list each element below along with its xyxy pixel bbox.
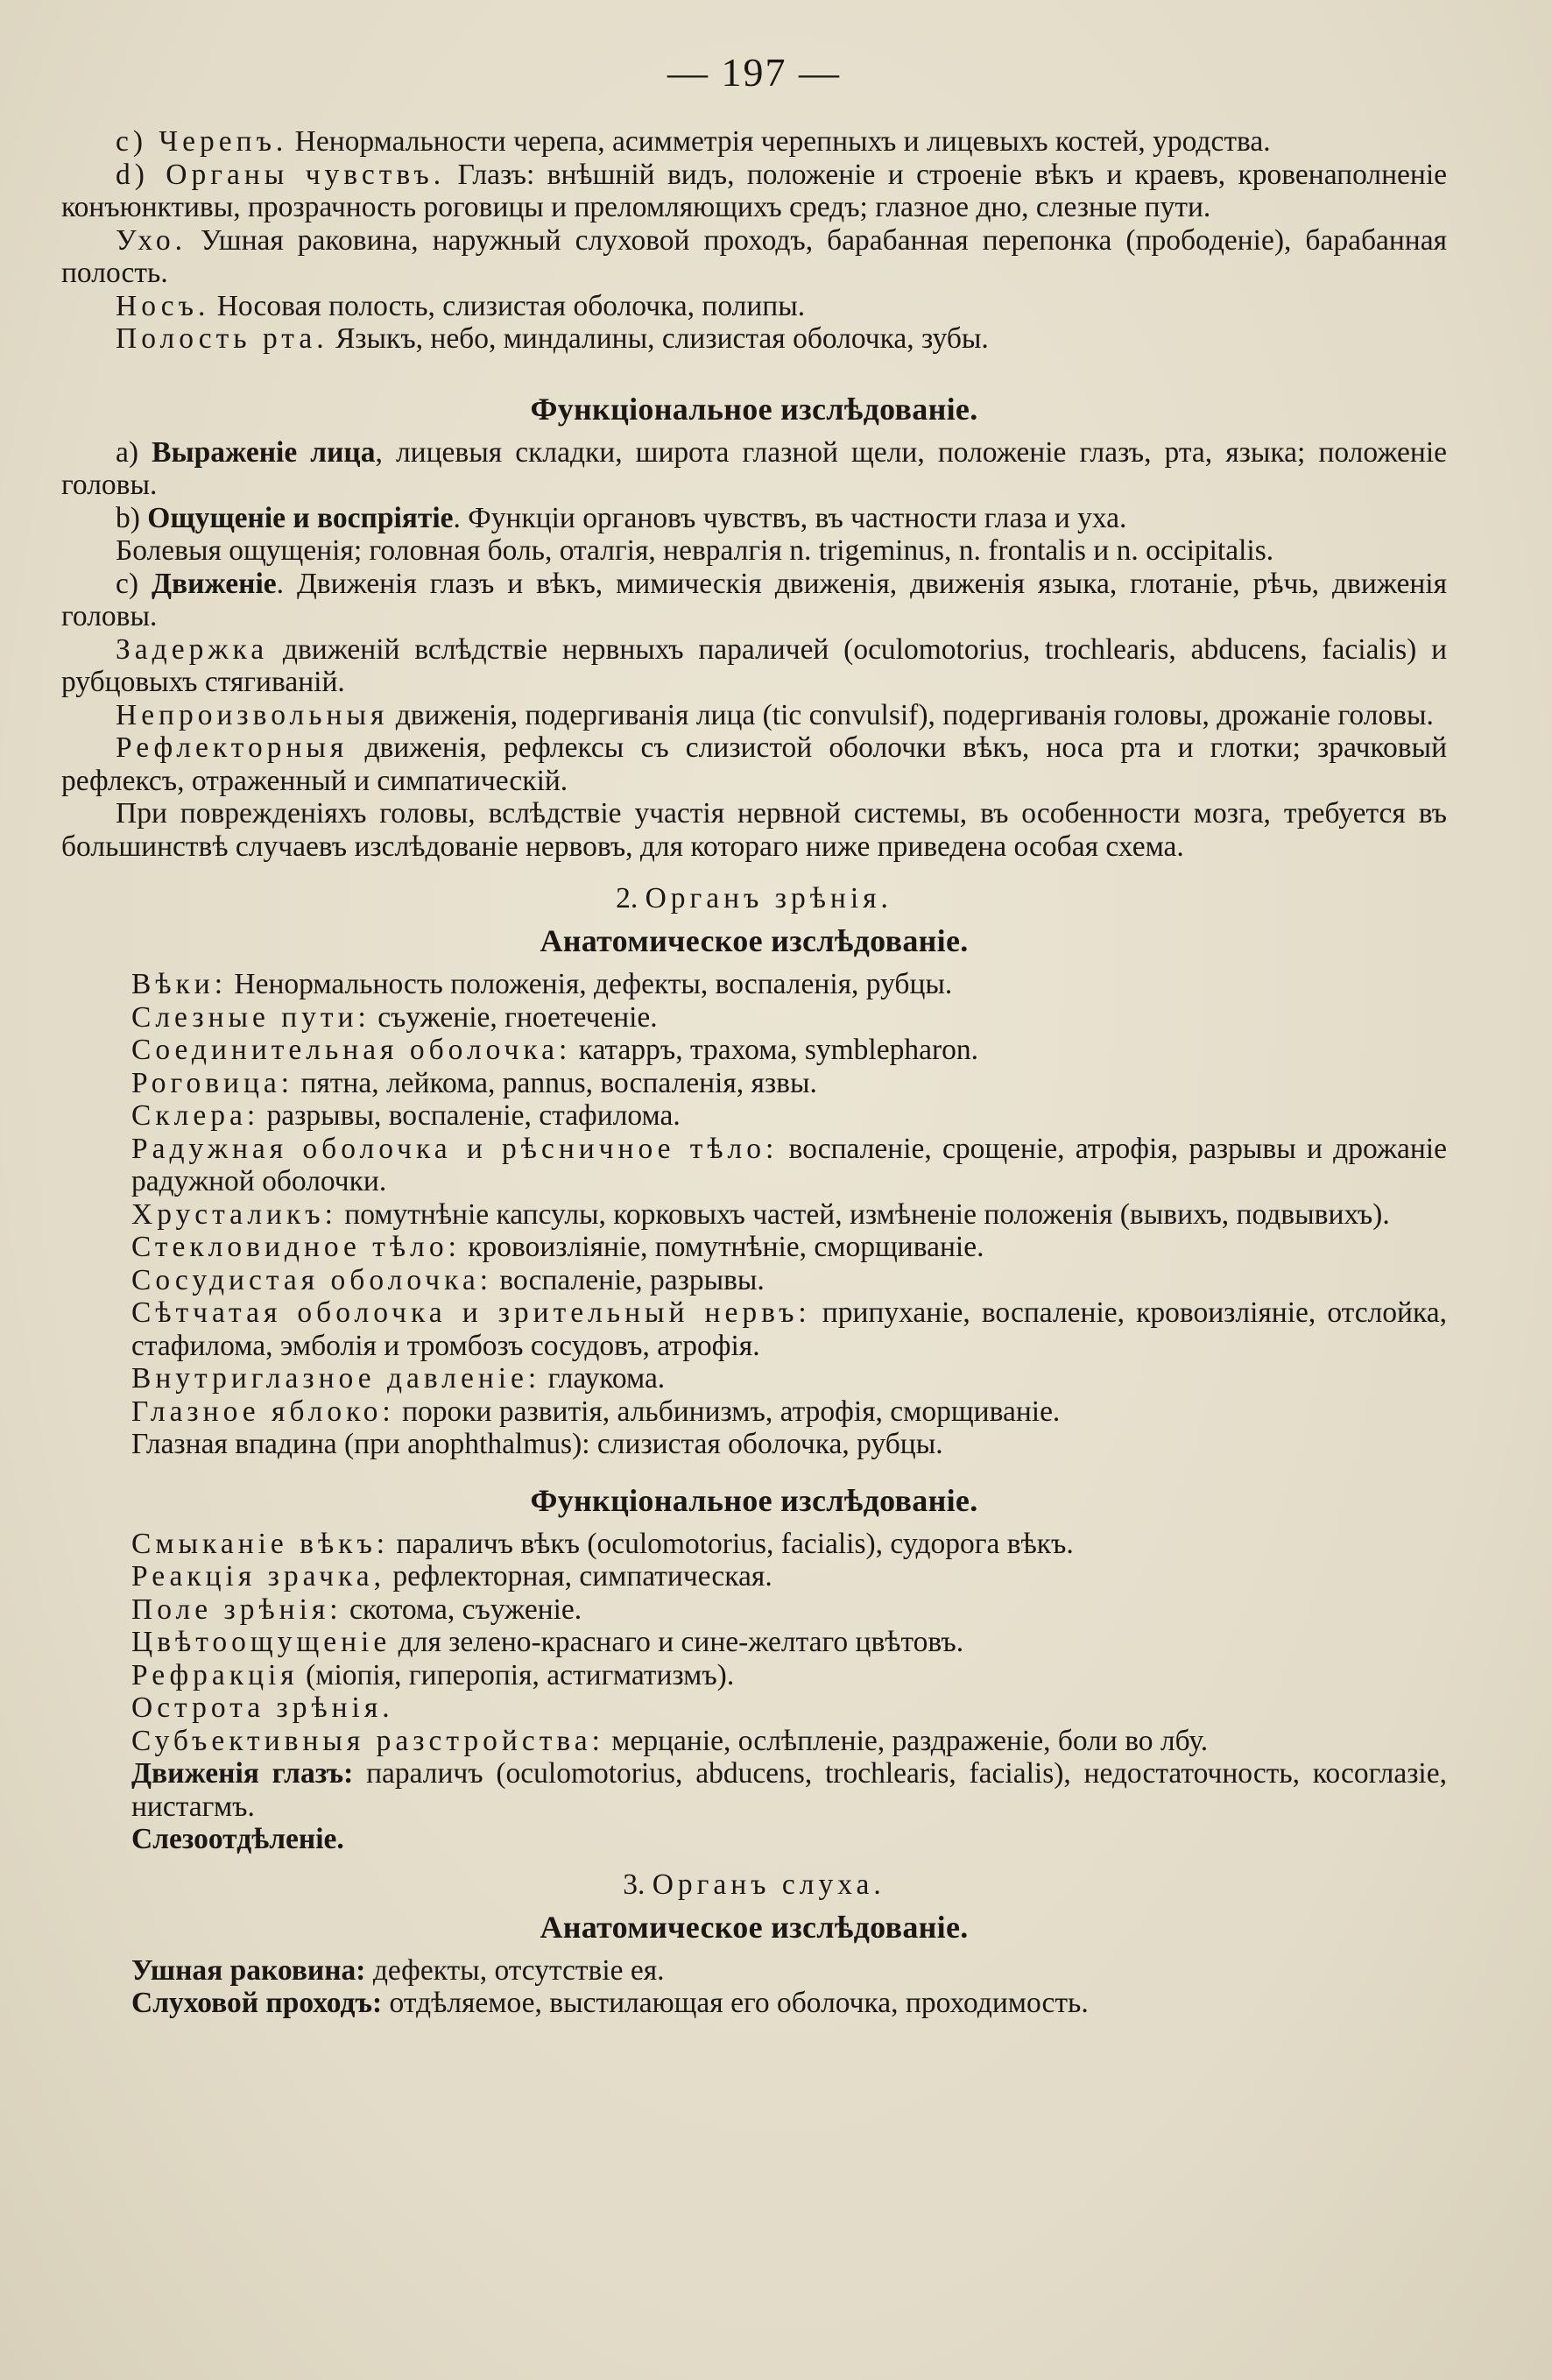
list-item: Сѣтчатая оболочка и зрительный нервъ: припуханіе, воспаленіе, кровоизліяніе, отслойка, стафилома, эмболія и тромбозъ сосудовъ, атрофія. <box>131 1296 1447 1362</box>
list-item: Слезоотдѣленіе. <box>131 1823 344 1855</box>
vision-anatomical-list <box>61 968 1447 1461</box>
intro-paragraph-senses: d) Органы чувствъ. Глазъ: внѣшній видъ, положеніе и строеніе вѣкъ и краевъ, кровенаполненіе конъюнктивы, прозрачность роговицы и преломляющихъ средъ; глазное дно, слезные пути. <box>61 158 1447 223</box>
list-item: Острота зрѣнія. <box>131 1691 394 1724</box>
list-item: Поле зрѣнія: скотома, съуженіе. <box>131 1593 582 1626</box>
section-heading-vision-anatomical: Анатомическое изслѣдованіе. <box>540 923 969 958</box>
func-paragraph-closing: При поврежденіяхъ головы, вслѣдствіе участія нервной системы, въ особенности мозга, требуется въ большинствѣ случаевъ изслѣдованіе нервовъ, для котораго ниже приведена особая схема. <box>61 797 1447 863</box>
func-paragraph-reflex: Рефлекторныя движенія, рефлексы съ слизистой оболочки вѣкъ, носа рта и глотки; зрачковый рефлексъ, отраженный и симпатическій. <box>61 731 1447 797</box>
func-paragraph-delay: Задержка движеній вслѣдствіе нервныхъ параличей (oculomotorius, trochlearis, abducens, facialis) и рубцовыхъ стягиваній. <box>61 632 1447 698</box>
section-title-vision: 2. Органъ зрѣнія. <box>616 882 892 915</box>
list-item: Соединительная оболочка: катарръ, трахома, symblepharon. <box>131 1034 978 1066</box>
functional-section <box>61 436 1447 864</box>
list-item: Внутриглазное давленіе: глаукома. <box>131 1362 666 1395</box>
intro-paragraph-ear: Ухо. Ушная раковина, наружный слуховой проходъ, барабанная перепонка (прободеніе), барабанная полость. <box>61 223 1447 289</box>
list-item: Рефракція (міопія, гиперопія, астигматизмъ). <box>131 1658 735 1691</box>
intro-section <box>61 125 1447 356</box>
func-paragraph-a: а) Выраженіе лица, лицевыя складки, широта глазной щели, положеніе глазъ, рта, языка; положеніе головы. <box>61 435 1447 501</box>
list-item: Смыканіе вѣкъ: параличъ вѣкъ (oculomotorius, facialis), судорога вѣкъ. <box>131 1527 1074 1560</box>
section-title-hearing: 3. Органъ слуха. <box>623 1868 885 1901</box>
intro-paragraph-nose: Носъ. Носовая полость, слизистая оболочка, полипы. <box>116 289 806 322</box>
list-item: Хрусталикъ: помутнѣніе капсулы, корковыхъ частей, измѣненіе положенія (вывихъ, подвывихъ). <box>131 1197 1390 1231</box>
section-heading-functional: Функціональное изслѣдованіе. <box>530 391 978 427</box>
list-item: Стекловидное тѣло: кровоизліяніе, помутнѣніе, сморщиваніе. <box>131 1231 984 1263</box>
list-item: Субъективныя разстройства: мерцаніе, ослѣпленіе, раздраженіе, боли во лбу. <box>131 1724 1209 1757</box>
list-item: Цвѣтоощущеніе для зелено-краснаго и сине-желтаго цвѣтовъ. <box>131 1626 964 1658</box>
list-item: Реакція зрачка, рефлекторная, симпатическая. <box>131 1560 772 1593</box>
list-item: Движенія глазъ: параличъ (oculomotorius, abducens, trochlearis, facialis), недостаточность, косоглазіе, нистагмъ. <box>131 1757 1447 1823</box>
section-heading-vision-functional: Функціональное изслѣдованіе. <box>530 1482 978 1518</box>
list-item: Роговица: пятна, лейкома, pannus, воспаленія, язвы. <box>131 1066 817 1099</box>
list-item: Глазная впадина (при anophthalmus): слизистая оболочка, рубцы. <box>131 1428 943 1460</box>
list-item: Радужная оболочка и рѣсничное тѣло: воспаленіе, срощеніе, атрофія, разрывы и дрожаніе радужной оболочки. <box>131 1132 1447 1197</box>
section-heading-hearing-anatomical: Анатомическое изслѣдованіе. <box>540 1909 969 1945</box>
list-item: Склера: разрывы, воспаленіе, стафилома. <box>131 1099 681 1132</box>
list-item: Сосудистая оболочка: воспаленіе, разрывы. <box>131 1263 765 1296</box>
func-paragraph-involuntary: Непроизвольныя движенія, подергиванія лица (tic convulsif), подергиванія головы, дрожаніе головы. <box>116 698 1434 731</box>
list-item: Слезные пути: съуженіе, гноетеченіе. <box>131 1000 658 1034</box>
intro-paragraph-skull: с) Черепъ. Ненормальности черепа, асимметрія черепныхъ и лицевыхъ костей, уродства. <box>116 125 1271 158</box>
list-item: Ушная раковина: дефекты, отсутствіе ея. <box>131 1953 665 1987</box>
vision-functional-list <box>61 1528 1447 1856</box>
page-number: — 197 — <box>667 50 841 95</box>
func-paragraph-pain: Болевыя ощущенія; головная боль, оталгія, невралгія n. trigeminus, n. frontalis и n. occipitalis. <box>116 534 1274 567</box>
list-item: Слуховой проходъ: отдѣляемое, выстилающая его оболочка, проходимость. <box>131 1987 1089 2019</box>
func-paragraph-b: b) Ощущеніе и воспріятіе. Функціи органовъ чувствъ, въ частности глаза и уха. <box>116 501 1127 534</box>
list-item: Вѣки: Ненормальность положенія, дефекты, воспаленія, рубцы. <box>131 968 953 1000</box>
list-item: Глазное яблоко: пороки развитія, альбинизмъ, атрофія, сморщиваніе. <box>131 1395 1061 1428</box>
hearing-anatomical-list <box>61 1954 1447 2020</box>
intro-paragraph-mouth: Полость рта. Языкъ, небо, миндалины, слизистая оболочка, зубы. <box>116 322 989 355</box>
func-paragraph-c: с) Движеніе. Движенія глазъ и вѣкъ, мимическія движенія, движенія языка, глотаніе, рѣчь, движенія головы. <box>61 567 1447 632</box>
